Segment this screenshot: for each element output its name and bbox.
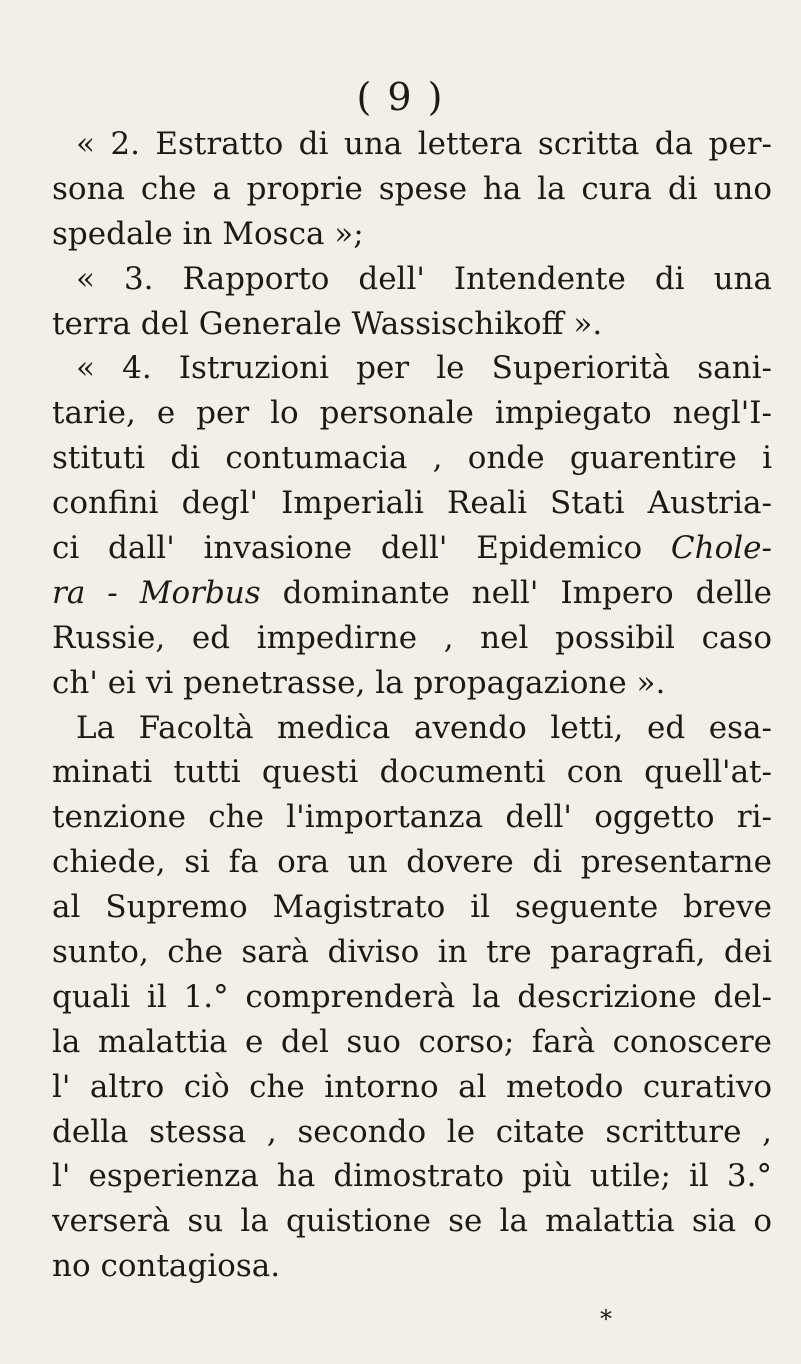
text-line — [52, 481, 772, 526]
text-line-roman: confini degl' Imperiali Reali Stati Austria- — [52, 485, 772, 522]
text-line-roman: dominante nell' Impero delle — [260, 574, 772, 611]
text-line — [52, 1020, 772, 1065]
text-line — [52, 1199, 772, 1244]
text-line — [52, 346, 772, 391]
text-line-roman: minati tutti questi documenti con quell'at- — [52, 754, 772, 791]
text-line — [52, 122, 772, 167]
text-line-roman: quali il 1.° comprenderà la descrizione del- — [52, 978, 772, 1015]
text-line-roman: ch' ei vi penetrasse, la propagazione ». — [52, 664, 666, 701]
text-line — [52, 571, 772, 616]
text-line-roman: Russie, ed impedirne , nel possibil caso — [52, 619, 772, 656]
text-line-roman: della stessa , secondo le citate scritture , — [52, 1113, 772, 1150]
text-line — [52, 885, 772, 930]
text-line — [52, 706, 772, 751]
signature-mark: * — [600, 1305, 612, 1333]
text-line-roman: La Facoltà medica avendo letti, ed esa- — [76, 709, 772, 746]
body-text — [52, 122, 772, 1289]
text-line-roman: tarie, e per lo personale impiegato negl'I- — [52, 395, 772, 432]
text-line-roman: terra del Generale Wassischikoff ». — [52, 305, 603, 342]
text-line — [52, 616, 772, 661]
page-number: ( 9 ) — [356, 75, 445, 119]
text-line-roman: la malattia e del suo corso; farà conoscere — [52, 1023, 772, 1060]
text-line — [52, 1244, 772, 1289]
text-line-roman: al Supremo Magistrato il seguente breve — [52, 889, 772, 926]
text-line — [52, 257, 772, 302]
text-line — [52, 661, 772, 706]
text-line-roman: « 4. Istruzioni per le Superiorità sani- — [76, 350, 772, 387]
text-line-roman: chiede, si fa ora un dovere di presentarne — [52, 844, 772, 881]
text-line — [52, 840, 772, 885]
text-line-roman: tenzione che l'importanza dell' oggetto ri- — [52, 799, 772, 836]
text-line — [52, 1065, 772, 1110]
text-line — [52, 391, 772, 436]
text-line-roman: l' altro ciò che intorno al metodo curativo — [52, 1068, 772, 1105]
text-line — [52, 1110, 772, 1155]
text-line-roman: « 3. Rapporto dell' Intendente di una — [76, 260, 772, 297]
text-line-roman: sona che a proprie spese ha la cura di uno — [52, 170, 772, 207]
text-line-roman: l' esperienza ha dimostrato più utile; il 3.° — [52, 1158, 772, 1195]
text-line-roman: stituti di contumacia , onde guarentire i — [52, 440, 772, 477]
text-line — [52, 750, 772, 795]
text-line-roman: ci dall' invasione dell' Epidemico — [52, 530, 671, 567]
text-line — [52, 212, 772, 257]
text-line — [52, 436, 772, 481]
text-line-roman: spedale in Mosca »; — [52, 215, 364, 252]
text-line-roman: sunto, che sarà diviso in tre paragrafi, dei — [52, 934, 772, 971]
text-line — [52, 1154, 772, 1199]
text-line-roman: verserà su la quistione se la malattia sia o — [52, 1203, 772, 1240]
text-line-roman: « 2. Estratto di una lettera scritta da per- — [76, 126, 772, 162]
text-line — [52, 930, 772, 975]
text-line — [52, 526, 772, 571]
text-line — [52, 795, 772, 840]
text-line — [52, 302, 772, 347]
text-line — [52, 167, 772, 212]
text-line-italic: ra - Morbus — [52, 574, 261, 611]
text-line-italic: Chole- — [670, 530, 772, 567]
text-line-roman: no contagiosa. — [52, 1248, 281, 1285]
text-line — [52, 975, 772, 1020]
